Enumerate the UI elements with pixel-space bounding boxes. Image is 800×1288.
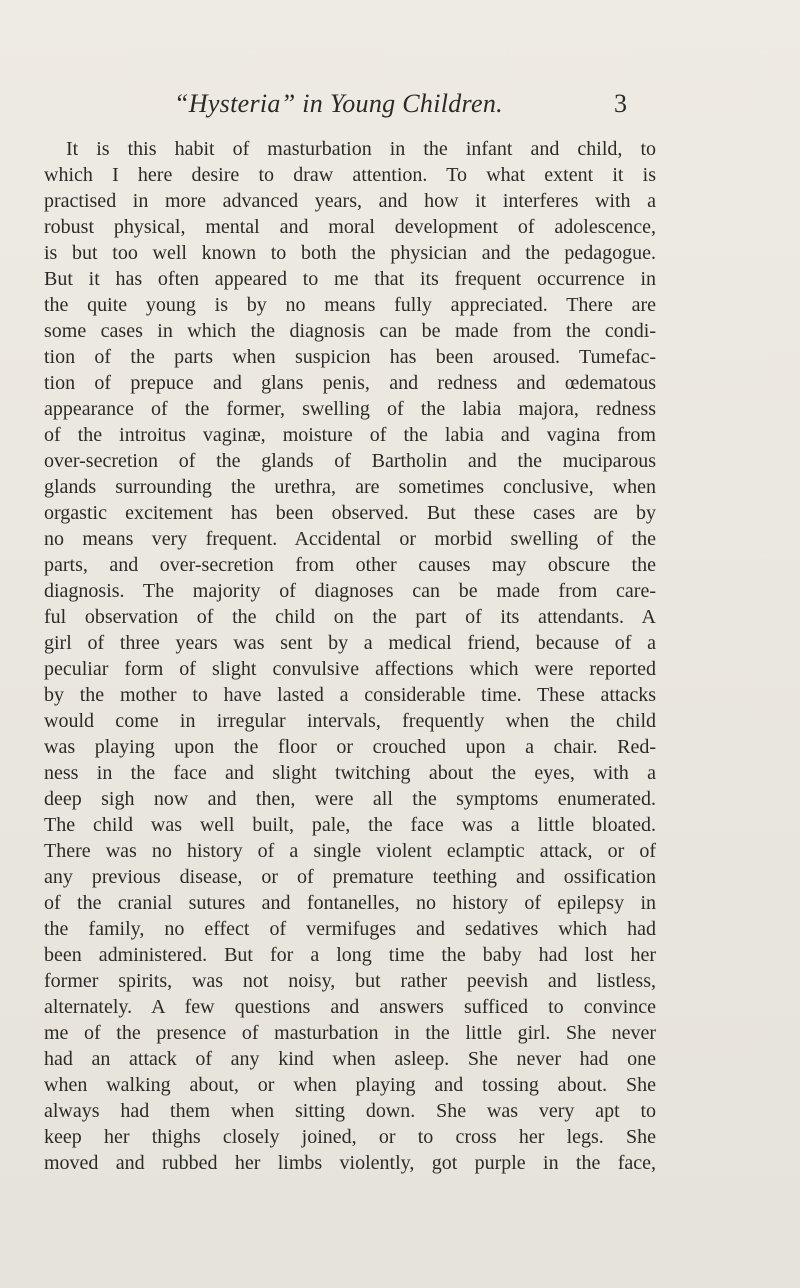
text-line: tion of prepuce and glans penis, and redness and œdematous xyxy=(44,372,656,394)
text-line: girl of three years was sent by a medical friend, because of a xyxy=(44,632,656,654)
text-line: former spirits, was not noisy, but rather peevish and listless, xyxy=(44,970,656,992)
text-line: robust physical, mental and moral development of adolescence, xyxy=(44,216,656,238)
text-line: The child was well built, pale, the face was a little bloated. xyxy=(44,814,656,836)
text-line: would come in irregular intervals, frequently when the child xyxy=(44,710,656,732)
text-line: no means very frequent. Accidental or morbid swelling of the xyxy=(44,528,656,550)
text-line: ness in the face and slight twitching about the eyes, with a xyxy=(44,762,656,784)
text-line: orgastic excitement has been observed. But these cases are by xyxy=(44,502,656,524)
text-line: glands surrounding the urethra, are sometimes conclusive, when xyxy=(44,476,656,498)
text-line: any previous disease, or of premature teething and ossification xyxy=(44,866,656,888)
text-line: by the mother to have lasted a considerable time. These attacks xyxy=(44,684,656,706)
text-line: been administered. But for a long time the baby had lost her xyxy=(44,944,656,966)
text-line: diagnosis. The majority of diagnoses can be made from care- xyxy=(44,580,656,602)
running-title: “Hysteria” in Young Children. xyxy=(174,89,503,118)
running-head xyxy=(0,89,800,119)
text-line: of the cranial sutures and fontanelles, no history of epilepsy in xyxy=(44,892,656,914)
text-line: But it has often appeared to me that its frequent occurrence in xyxy=(44,268,656,290)
text-line: ful observation of the child on the part of its attendants. A xyxy=(44,606,656,628)
text-line: practised in more advanced years, and how it interferes with a xyxy=(44,190,656,212)
text-line: over-secretion of the glands of Bartholin and the muciparous xyxy=(44,450,656,472)
text-line: alternately. A few questions and answers sufficed to convince xyxy=(44,996,656,1018)
text-line: tion of the parts when suspicion has been aroused. Tumefac- xyxy=(44,346,656,368)
text-line: when walking about, or when playing and tossing about. She xyxy=(44,1074,656,1096)
text-line: me of the presence of masturbation in the little girl. She never xyxy=(44,1022,656,1044)
text-line: appearance of the former, swelling of the labia majora, redness xyxy=(44,398,656,420)
text-line: peculiar form of slight convulsive affections which were reported xyxy=(44,658,656,680)
text-line: deep sigh now and then, were all the symptoms enumerated. xyxy=(44,788,656,810)
text-line: parts, and over-secretion from other causes may obscure the xyxy=(44,554,656,576)
text-line: moved and rubbed her limbs violently, got purple in the face, xyxy=(44,1152,656,1174)
text-line: which I here desire to draw attention. To what extent it is xyxy=(44,164,656,186)
text-line: of the introitus vaginæ, moisture of the labia and vagina from xyxy=(44,424,656,446)
text-line: was playing upon the floor or crouched upon a chair. Red- xyxy=(44,736,656,758)
text-line: keep her thighs closely joined, or to cross her legs. She xyxy=(44,1126,656,1148)
text-line: always had them when sitting down. She was very apt to xyxy=(44,1100,656,1122)
page-number: 3 xyxy=(614,89,627,118)
text-line: had an attack of any kind when asleep. She never had one xyxy=(44,1048,656,1070)
text-line: the family, no effect of vermifuges and sedatives which had xyxy=(44,918,656,940)
text-line: the quite young is by no means fully appreciated. There are xyxy=(44,294,656,316)
text-line: There was no history of a single violent eclamptic attack, or of xyxy=(44,840,656,862)
text-line: some cases in which the diagnosis can be made from the condi- xyxy=(44,320,656,342)
text-line: is but too well known to both the physician and the pedagogue. xyxy=(44,242,656,264)
text-line: It is this habit of masturbation in the infant and child, to xyxy=(66,138,656,160)
